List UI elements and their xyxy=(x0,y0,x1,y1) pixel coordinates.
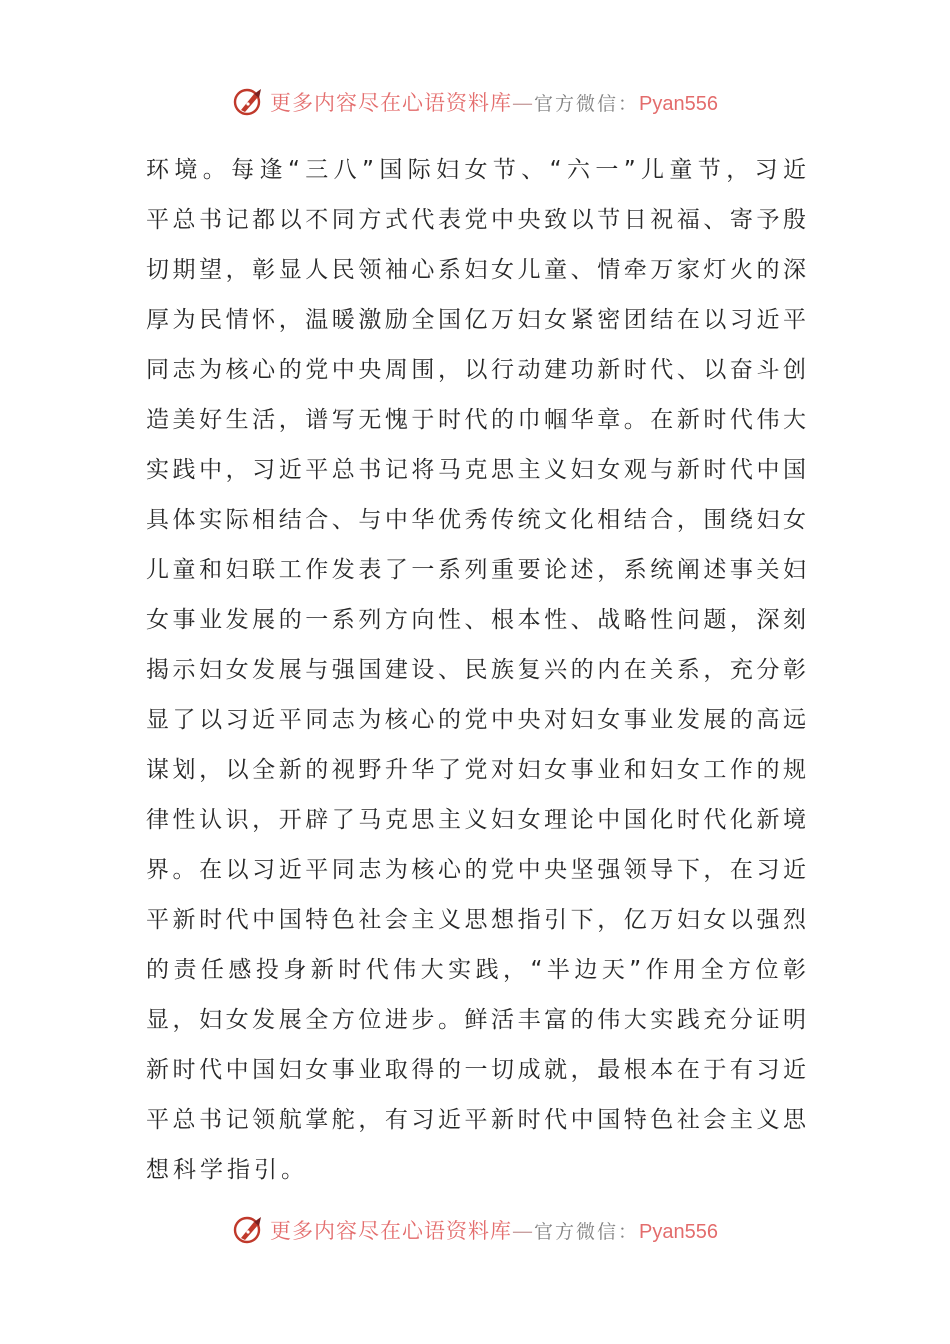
text-line: 厚为民情怀，温暖激励全国亿万妇女紧密团结在以习近平 xyxy=(146,307,806,333)
text-line: 平总书记都以不同方式代表党中央致以节日祝福、寄予殷 xyxy=(146,207,806,233)
banner-wechat-label: 官方微信： xyxy=(534,1221,640,1243)
header-banner-text xyxy=(270,87,718,117)
text-line: 女事业发展的一系列方向性、根本性、战略性问题，深刻 xyxy=(146,607,806,633)
text-line: 谋划，以全新的视野升华了党对妇女事业和妇女工作的规 xyxy=(146,757,806,783)
footer-banner-text xyxy=(270,1215,718,1245)
text-line: 的责任感投身新时代伟大实践，“半边天”作用全方位彰 xyxy=(146,957,806,983)
banner-wechat-id: Pyan556 xyxy=(639,1221,718,1243)
footer-banner xyxy=(0,1210,950,1250)
banner-dash: — xyxy=(512,91,534,115)
text-line: 实践中，习近平总书记将马克思主义妇女观与新时代中国 xyxy=(146,457,806,483)
text-line: 想科学指引。 xyxy=(146,1157,308,1183)
text-line: 显了以习近平同志为核心的党中央对妇女事业发展的高远 xyxy=(146,707,806,733)
text-line: 同志为核心的党中央周围，以行动建功新时代、以奋斗创 xyxy=(146,357,806,383)
banner-wechat-label: 官方微信： xyxy=(534,93,640,115)
text-line: 新时代中国妇女事业取得的一切成就，最根本在于有习近 xyxy=(146,1057,806,1083)
banner-brand: 更多内容尽在心语资料库 xyxy=(270,91,512,115)
banner-wechat-id: Pyan556 xyxy=(639,93,718,115)
banner-dash: — xyxy=(512,1219,534,1243)
text-line: 平新时代中国特色社会主义思想指引下，亿万妇女以强烈 xyxy=(146,907,806,933)
text-line: 界。在以习近平同志为核心的党中央坚强领导下，在习近 xyxy=(146,857,806,883)
text-line: 律性认识，开辟了马克思主义妇女理论中国化时代化新境 xyxy=(146,807,806,833)
text-line: 造美好生活，谱写无愧于时代的巾帼华章。在新时代伟大 xyxy=(146,407,806,433)
text-line: 显，妇女发展全方位进步。鲜活丰富的伟大实践充分证明 xyxy=(146,1007,806,1033)
text-line: 环境。每逢“三八”国际妇女节、“六一”儿童节，习近 xyxy=(146,157,806,183)
text-line: 切期望，彰显人民领袖心系妇女儿童、情牵万家灯火的深 xyxy=(146,257,806,283)
text-line: 平总书记领航掌舵，有习近平新时代中国特色社会主义思 xyxy=(146,1107,806,1133)
body-paragraph xyxy=(146,145,806,1195)
text-line: 揭示妇女发展与强国建设、民族复兴的内在关系，充分彰 xyxy=(146,657,806,683)
header-banner xyxy=(0,82,950,122)
banner-brand: 更多内容尽在心语资料库 xyxy=(270,1219,512,1243)
text-line: 具体实际相结合、与中华优秀传统文化相结合，围绕妇女 xyxy=(146,507,806,533)
text-line: 儿童和妇联工作发表了一系列重要论述，系统阐述事关妇 xyxy=(146,557,806,583)
pen-nib-circle-icon xyxy=(232,1213,266,1247)
pen-nib-circle-icon xyxy=(232,85,266,119)
